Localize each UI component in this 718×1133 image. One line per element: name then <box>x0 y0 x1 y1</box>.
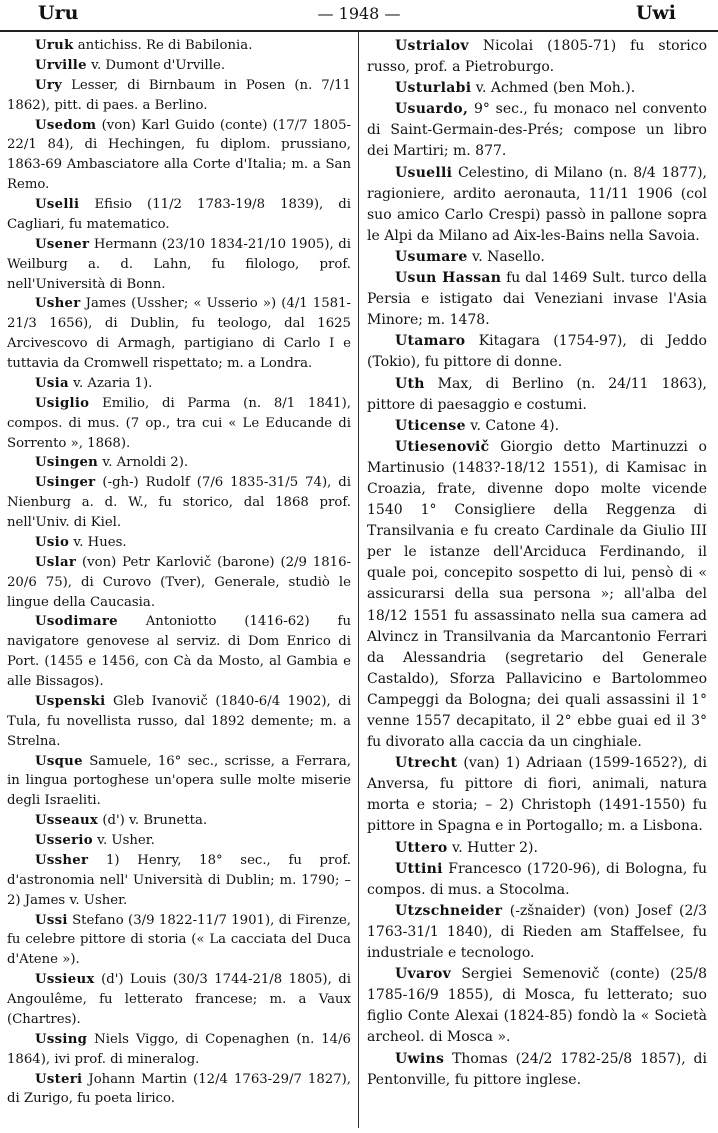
entry-text: v. Hutter 2). <box>452 839 538 856</box>
entry-text: 1) Henry, 18° sec., fu prof. d'astronomia nell' Università di Dublin; m. 1790; – 2) James v. Usher. <box>7 852 351 908</box>
left-column <box>7 36 351 1126</box>
page-header <box>0 0 718 32</box>
dictionary-entry <box>7 533 351 553</box>
entry-headword: Usinger <box>35 475 96 491</box>
dictionary-entry <box>7 1070 351 1110</box>
column-divider <box>358 32 359 1128</box>
entry-headword: Ussi <box>35 912 68 928</box>
dictionary-entry <box>7 56 351 76</box>
entry-text: (van) 1) Adriaan (1599-1652?), di Anversa, fu pittore di fiori, animali, natura morta e storia; – 2) Christoph (1491-1550) fu pittore in Spagna e in Portogallo; m. a Lisbona. <box>367 755 707 835</box>
entry-headword: Usseaux <box>35 813 99 829</box>
entry-text: Francesco (1720-96), di Bologna, fu compos. di mus. a Stocolma. <box>367 860 707 898</box>
entry-text: v. Usher. <box>97 833 155 848</box>
dictionary-entry <box>7 116 351 196</box>
entry-text: Antoniotto (1416-62) fu navigatore genovese al serviz. di Dom Enrico di Port. (1455 e 1456, con Cà da Mosto, al Gambia e alle Bissagos). <box>7 614 351 689</box>
entry-headword: Ussing <box>35 1031 88 1047</box>
dictionary-entry <box>7 553 351 613</box>
dictionary-entry <box>367 838 707 859</box>
dictionary-entry <box>367 374 707 416</box>
entry-text: Niels Viggo, di Copenaghen (n. 14/6 1864), ivi prof. di mineralog. <box>7 1031 351 1067</box>
entry-text: Celestino, di Milano (n. 8/4 1877), ragioniere, ardito aeronauta, 11/11 1906 (col suo amico Carlo Crespi) passò in pallone sopra le Alpi da Milano ad Aix-les-Bains nella Savoia. <box>367 164 707 244</box>
entry-text: Sergiei Semenovič (conte) (25/8 1785-16/9 1855), di Mosca, fu letterato; suo figlio Conte Alexai (1824-85) fondò la « Società archeol. di Mosca ». <box>367 966 707 1046</box>
dictionary-entry <box>7 36 351 56</box>
entry-headword: Usuardo, <box>395 101 469 118</box>
dictionary-entry <box>367 901 707 964</box>
entry-text: v. Catone 4). <box>470 417 560 434</box>
dictionary-entry <box>7 76 351 116</box>
entry-headword: Usun Hassan <box>395 270 502 287</box>
entry-headword: Usio <box>35 534 70 550</box>
page-number: — 1948 — <box>317 4 401 23</box>
entry-text: antichiss. Re di Babilonia. <box>77 38 253 53</box>
right-column <box>367 36 707 1126</box>
dictionary-entry <box>7 453 351 473</box>
dictionary-entry <box>7 235 351 295</box>
header-left-guideword: Uru <box>38 2 79 24</box>
entry-text: Giorgio detto Martinuzzi o Martinusio (1483?-18/12 1551), di Kamisac in Croazia, frate, divenne dopo molte vicende 1540 1° Consigliere della Reggenza di Transilvania e fu creato Cardinale da Giulio III per le istanze dell'Arciduca Ferdinando, il quale poi, concepito sospetto di lui, pensò di « assicurarsi della sua persona »; all'alba del 18/12 1551 fu assassinato nella sua camera ad Alvincz in Transilvania da Marcantonio Ferrari da Alessandria (segretario del Generale Castaldo), Sforza Pallavicino e Bartolommeo Campeggi da Bologna; dei quali assassini il 1° venne 1557 decapitato, il 2° ebbe guai ed il 3° fu divorato alla caccia da un cinghiale. <box>367 438 707 751</box>
entry-headword: Uth <box>395 375 425 392</box>
dictionary-entry <box>7 970 351 1030</box>
dictionary-entry <box>367 416 707 437</box>
entry-headword: Usumare <box>395 248 468 265</box>
entry-headword: Usturlabi <box>395 80 472 97</box>
dictionary-entry <box>367 163 707 247</box>
entry-headword: Uspenski <box>35 693 106 709</box>
entry-headword: Utamaro <box>395 333 466 350</box>
header-right-guideword: Uwi <box>635 2 676 24</box>
entry-headword: Usener <box>35 236 90 252</box>
entry-text: v. Arnoldi 2). <box>102 455 189 471</box>
entry-headword: Usia <box>35 375 69 391</box>
entry-headword: Usingen <box>35 455 99 471</box>
entry-text: (von) Petr Karlovič (barone) (2/9 1816-20/6 75), di Curovo (Tver), Generale, studiò le lingue della Caucasia. <box>7 554 351 610</box>
entry-headword: Ussieux <box>35 972 95 988</box>
entry-text: Gleb Ivanovič (1840-6/4 1902), di Tula, fu novellista russo, dal 1892 demente; m. a Strelna. <box>7 693 351 749</box>
entry-headword: Ury <box>35 77 63 93</box>
dictionary-entry <box>367 78 707 99</box>
entry-headword: Uselli <box>35 197 80 212</box>
entry-text: v. Hues. <box>73 534 127 550</box>
entry-headword: Usteri <box>35 1071 83 1087</box>
entry-headword: Uruk <box>35 38 74 53</box>
entry-text: Max, di Berlino (n. 24/11 1863), pittore di paesaggio e costumi. <box>367 375 707 413</box>
entry-text: (-gh-) Rudolf (7/6 1835-31/5 74), di Nienburg a. d. W., fu storico, dal 1868 prof. nell'Univ. di Kiel. <box>7 475 351 530</box>
entry-headword: Usher <box>35 296 81 312</box>
entry-headword: Uvarov <box>395 966 452 983</box>
entry-headword: Usuelli <box>395 164 453 181</box>
dictionary-entry <box>367 753 707 837</box>
dictionary-entry <box>7 1030 351 1070</box>
entry-text: (von) Karl Guido (conte) (17/7 1805-22/1 84), di Hechingen, fu diplom. prussiano, 1863-69 Ambasciatore alla Corte d'Italia; m. a San Remo. <box>7 117 351 193</box>
dictionary-entry <box>7 692 351 752</box>
entry-text: Stefano (3/9 1822-11/7 1901), di Firenze, fu celebre pittore di storia (« La cacciata del Duca d'Atene »). <box>7 912 351 968</box>
dictionary-entry <box>367 1049 707 1091</box>
dictionary-entry <box>367 859 707 901</box>
entry-text: Hermann (23/10 1834-21/10 1905), di Weilburg a. d. Lahn, fu filologo, prof. nell'Università di Bonn. <box>7 236 351 292</box>
dictionary-entry <box>7 394 351 454</box>
entry-text: Lesser, di Birnbaum in Posen (n. 7/11 1862), pitt. di paes. a Berlino. <box>7 77 351 113</box>
entry-headword: Usiglio <box>35 395 90 411</box>
dictionary-entry <box>7 811 351 831</box>
entry-text: (d') Louis (30/3 1744-21/8 1805), di Angoulême, fu letterato francese; m. a Vaux (Chartres). <box>7 972 351 1027</box>
dictionary-entry <box>7 473 351 533</box>
entry-headword: Uwins <box>395 1050 445 1067</box>
entry-headword: Usedom <box>35 117 97 133</box>
entry-headword: Uttini <box>395 860 443 877</box>
dictionary-entry <box>7 294 351 374</box>
entry-headword: Usserio <box>35 833 93 848</box>
entry-headword: Utiesenovič <box>395 438 490 455</box>
entry-headword: Urville <box>35 57 87 73</box>
dictionary-entry <box>7 851 351 911</box>
dictionary-entry <box>7 612 351 692</box>
entry-headword: Uticense <box>395 417 466 434</box>
entry-text: fu dal 1469 Sult. turco della Persia e istigato dai Veneziani invase l'Asia Minore; m. 1478. <box>367 270 707 329</box>
entry-text: Kitagara (1754-97), di Jeddo (Tokio), fu pittore di donne. <box>367 333 707 371</box>
entry-headword: Usodimare <box>35 614 118 630</box>
dictionary-entry <box>7 195 351 235</box>
entry-headword: Usque <box>35 753 83 769</box>
entry-headword: Uslar <box>35 554 77 570</box>
dictionary-entry <box>7 374 351 394</box>
dictionary-entry <box>7 752 351 812</box>
entry-text: v. Nasello. <box>472 248 545 265</box>
entry-text: v. Achmed (ben Moh.). <box>475 80 636 97</box>
entry-text: Thomas (24/2 1782-25/8 1857), di Pentonville, fu pittore inglese. <box>367 1050 707 1088</box>
dictionary-entry <box>367 247 707 268</box>
entry-text: Efisio (11/2 1783-19/8 1839), di Cagliari, fu matematico. <box>7 197 351 232</box>
entry-text: (d') v. Brunetta. <box>102 813 208 829</box>
entry-headword: Ustrialov <box>395 38 469 54</box>
entry-text: v. Dumont d'Urville. <box>91 57 226 73</box>
dictionary-entry <box>7 911 351 971</box>
dictionary-entry <box>367 268 707 331</box>
entry-text: 9° sec., fu monaco nel convento di Saint-Germain-des-Prés; compose un libro dei Martiri; m. 877. <box>367 101 707 160</box>
entry-text: James (Ussher; « Usserio ») (4/1 1581-21/3 1656), di Dublin, fu teologo, dal 1625 Arcivescovo di Armagh, partigiano di Carlo I e tuttavia da Cromwell rispettato; m. a Londra. <box>7 296 351 371</box>
dictionary-entry <box>367 331 707 373</box>
entry-text: Johann Martin (12/4 1763-29/7 1827), di Zurigo, fu poeta lirico. <box>7 1071 351 1107</box>
dictionary-entry <box>367 99 707 162</box>
entry-headword: Utrecht <box>395 755 458 772</box>
dictionary-entry <box>367 964 707 1048</box>
entry-headword: Utzschneider <box>395 902 503 919</box>
entry-text: Samuele, 16° sec., scrisse, a Ferrara, in lingua portoghese un'opera sulle molte miserie degli Israeliti. <box>7 753 351 809</box>
entry-text: Emilio, di Parma (n. 8/1 1841), compos. di mus. (7 op., tra cui « Le Educande di Sorrento », 1868). <box>7 395 351 451</box>
entry-headword: Ussher <box>35 852 89 868</box>
dictionary-entry <box>367 36 707 78</box>
entry-headword: Uttero <box>395 839 448 856</box>
dictionary-entry <box>7 831 351 851</box>
dictionary-entry <box>367 437 707 753</box>
entry-text: v. Azaria 1). <box>73 375 153 391</box>
entry-text: (-zšnaider) (von) Josef (2/3 1763-31/1 1840), di Rieden am Staffelsee, fu industriale e tecnologo. <box>367 902 707 962</box>
entry-text: Nicolai (1805-71) fu storico russo, prof. a Pietroburgo. <box>367 38 707 76</box>
